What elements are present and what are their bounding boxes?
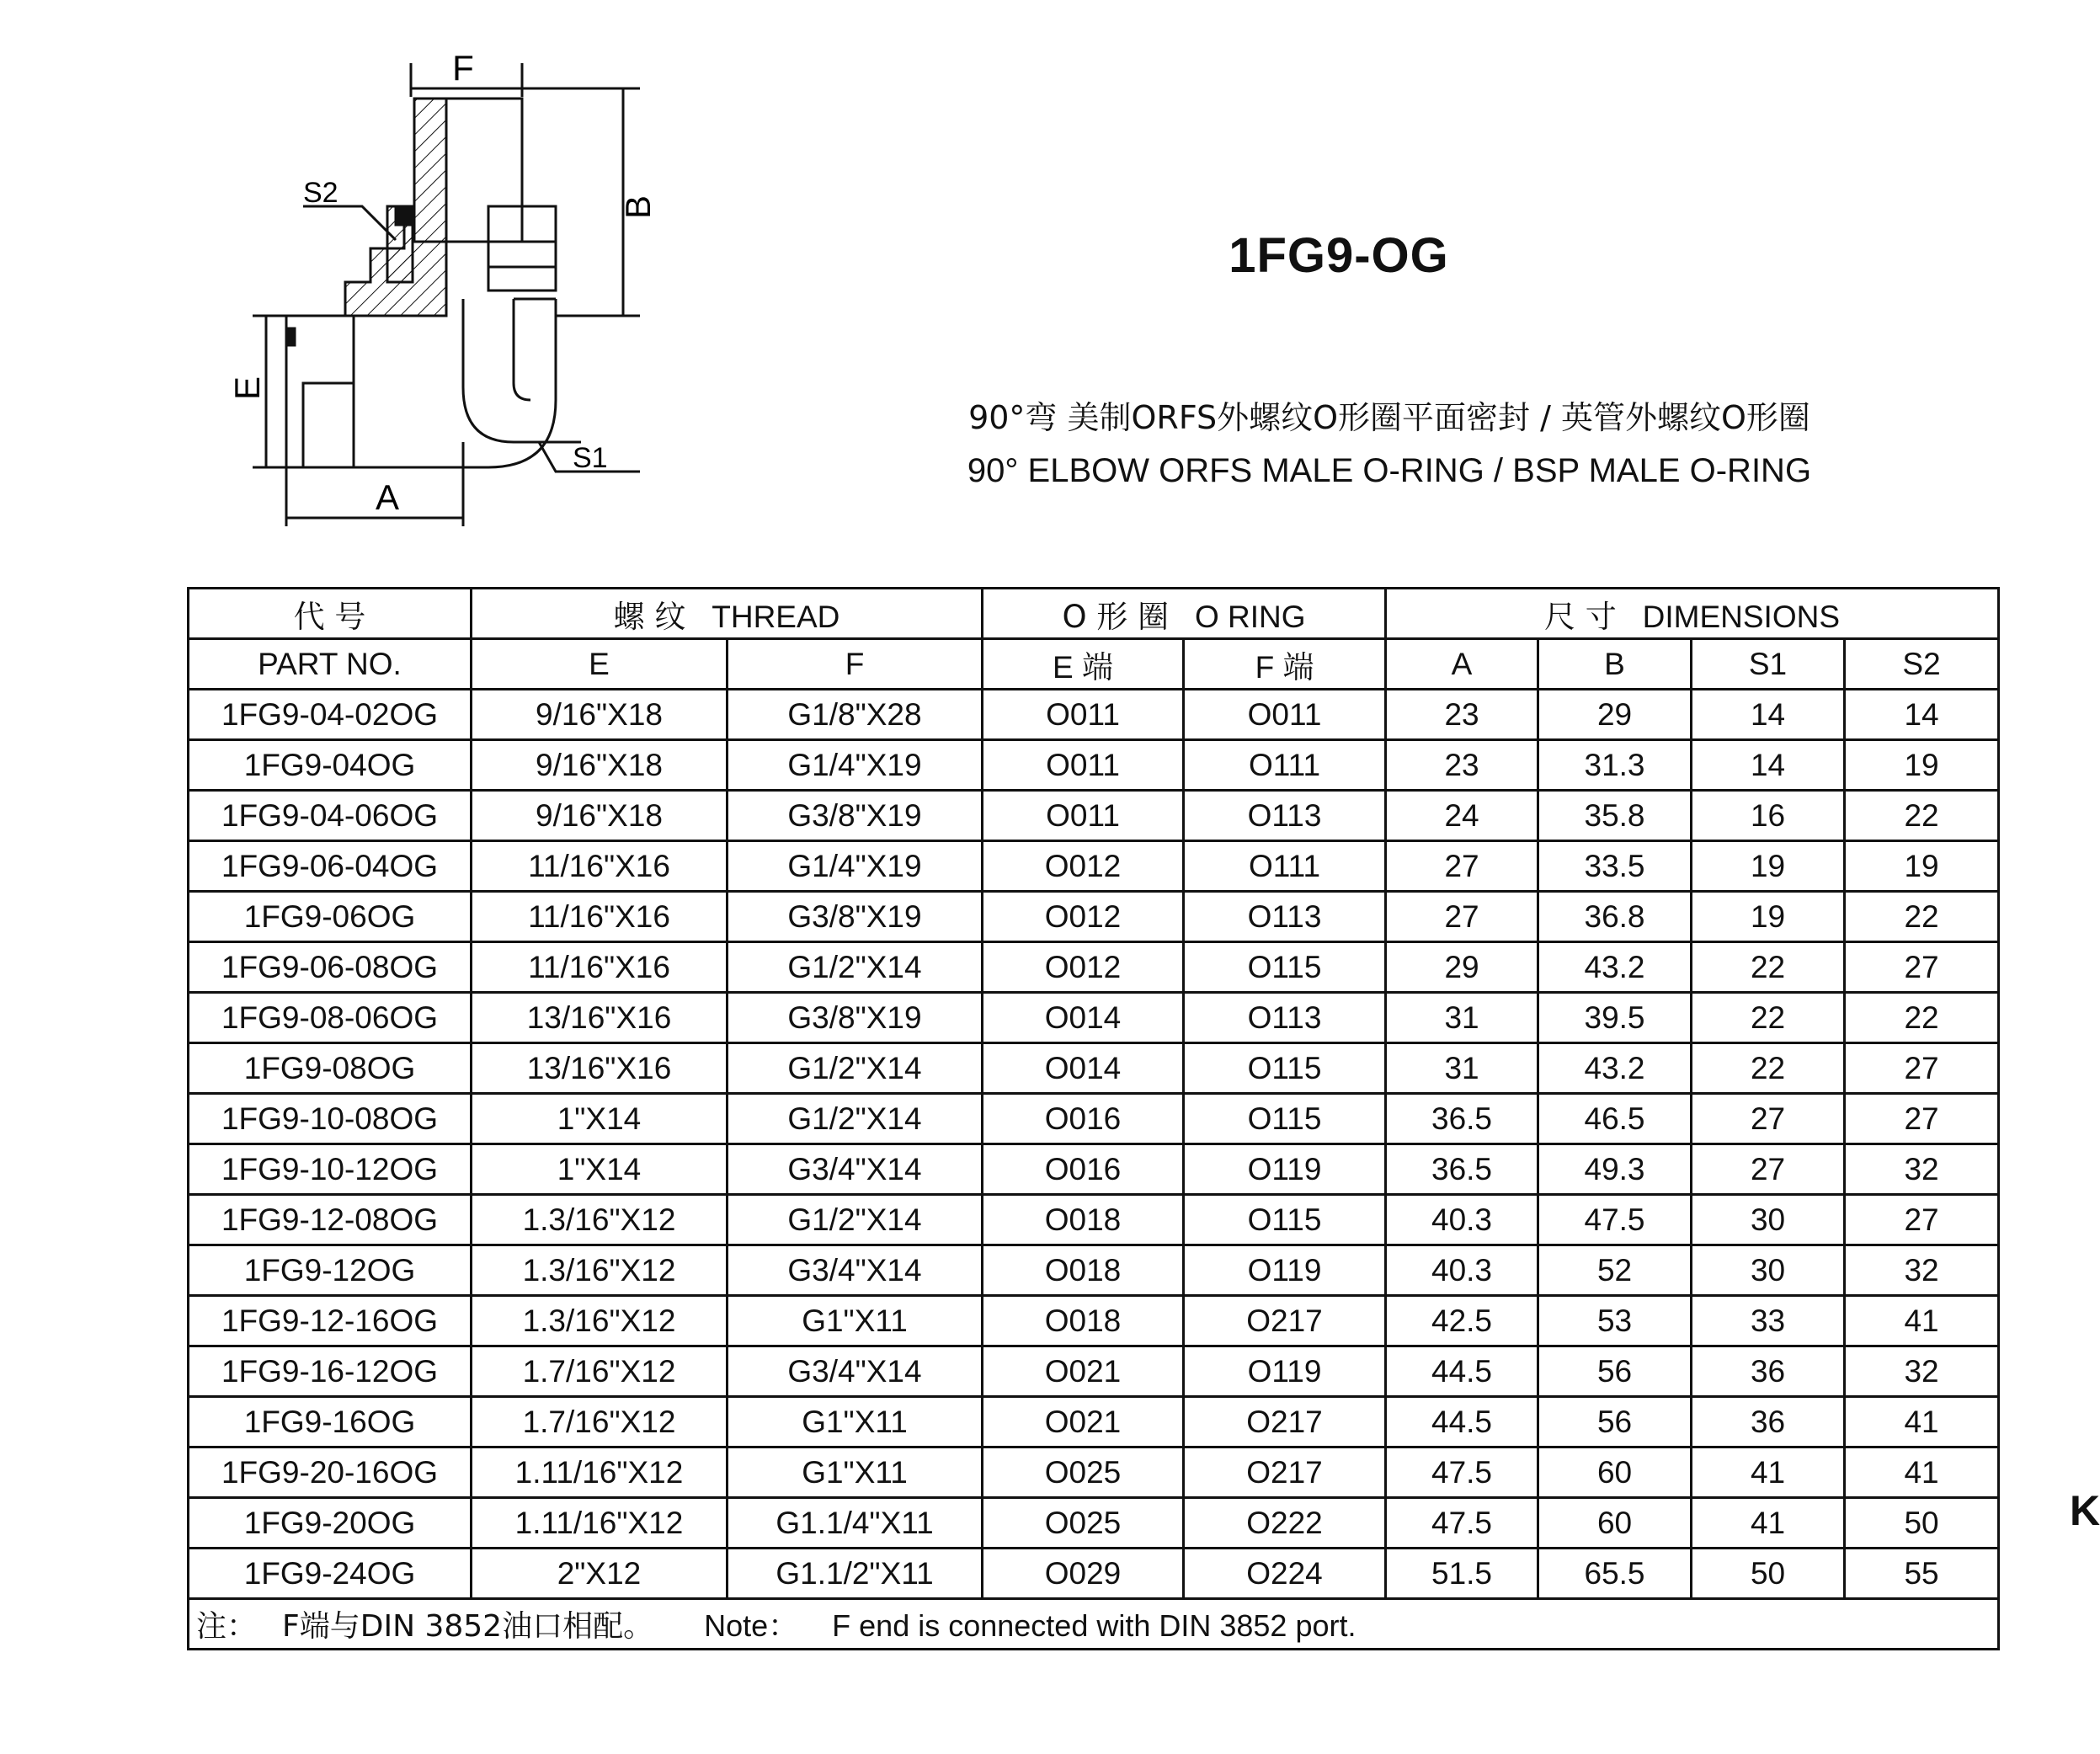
- table-cell: O012: [983, 892, 1184, 942]
- table-cell: O014: [983, 993, 1184, 1043]
- table-cell: 36.5: [1386, 1144, 1538, 1195]
- table-cell: O217: [1184, 1397, 1386, 1447]
- table-cell: 22: [1692, 942, 1845, 993]
- table-cell: O025: [983, 1447, 1184, 1498]
- table-cell: 65.5: [1538, 1549, 1692, 1599]
- table-cell: 31.3: [1538, 740, 1692, 791]
- note-cell: [189, 1599, 1999, 1650]
- note-label-cn: 注：: [196, 1609, 258, 1644]
- table-cell: 52: [1538, 1245, 1692, 1296]
- label-S1: S1: [573, 442, 608, 474]
- table-cell: 24: [1386, 791, 1538, 841]
- table-cell: 43.2: [1538, 942, 1692, 993]
- table-cell: 1"X14: [472, 1094, 728, 1144]
- table-cell: 31: [1386, 993, 1538, 1043]
- table-cell: O025: [983, 1498, 1184, 1549]
- note-text-en: F end is connected with DIN 3852 port.: [832, 1608, 1356, 1643]
- product-description-english: 90° ELBOW ORFS MALE O-RING / BSP MALE O-RING: [967, 452, 1812, 489]
- part-number-cell: 1FG9-04-02OG: [189, 690, 472, 740]
- table-cell: 32: [1845, 1245, 1999, 1296]
- header-oring: O 形 圈 O RING: [983, 589, 1386, 639]
- table-cell: 50: [1845, 1498, 1999, 1549]
- table-cell: 1.7/16"X12: [472, 1346, 728, 1397]
- table-cell: 44.5: [1386, 1346, 1538, 1397]
- table-cell: O016: [983, 1144, 1184, 1195]
- table-cell: 27: [1386, 841, 1538, 892]
- table-row: [189, 690, 1999, 740]
- table-cell: O111: [1184, 740, 1386, 791]
- table-cell: O012: [983, 841, 1184, 892]
- table-cell: G3/4"X14: [728, 1144, 983, 1195]
- table-cell: O119: [1184, 1245, 1386, 1296]
- table-cell: 27: [1845, 1094, 1999, 1144]
- table-cell: 19: [1692, 892, 1845, 942]
- table-cell: 2"X12: [472, 1549, 728, 1599]
- table-cell: 1.11/16"X12: [472, 1498, 728, 1549]
- table-cell: 36.8: [1538, 892, 1692, 942]
- table-cell: 56: [1538, 1397, 1692, 1447]
- table-cell: G3/8"X19: [728, 993, 983, 1043]
- table-cell: O018: [983, 1245, 1184, 1296]
- table-cell: 27: [1386, 892, 1538, 942]
- table-cell: 22: [1845, 892, 1999, 942]
- table-cell: 43.2: [1538, 1043, 1692, 1094]
- table-cell: 9/16"X18: [472, 740, 728, 791]
- table-cell: O018: [983, 1296, 1184, 1346]
- table-cell: G3/4"X14: [728, 1245, 983, 1296]
- table-cell: 23: [1386, 690, 1538, 740]
- label-B: B: [618, 195, 658, 219]
- table-cell: 22: [1692, 1043, 1845, 1094]
- table-cell: O113: [1184, 791, 1386, 841]
- table-cell: 56: [1538, 1346, 1692, 1397]
- header-dimensions: 尺 寸 DIMENSIONS: [1386, 589, 1999, 639]
- header-thread-F: F: [728, 639, 983, 690]
- table-cell: 40.3: [1386, 1195, 1538, 1245]
- table-cell: 41: [1692, 1447, 1845, 1498]
- header-row-sub: [189, 639, 1999, 690]
- table-cell: 55: [1845, 1549, 1999, 1599]
- table-cell: 32: [1845, 1346, 1999, 1397]
- table-cell: 33: [1692, 1296, 1845, 1346]
- table-cell: G1/4"X19: [728, 740, 983, 791]
- table-row: [189, 1043, 1999, 1094]
- header-thread-E: E: [472, 639, 728, 690]
- table-cell: 14: [1692, 690, 1845, 740]
- table-cell: O115: [1184, 1195, 1386, 1245]
- table-row: [189, 942, 1999, 993]
- table-cell: 11/16"X16: [472, 892, 728, 942]
- part-number-cell: 1FG9-06-08OG: [189, 942, 472, 993]
- table-cell: O029: [983, 1549, 1184, 1599]
- table-cell: 9/16"X18: [472, 690, 728, 740]
- table-row: [189, 1397, 1999, 1447]
- label-F: F: [452, 48, 474, 88]
- table-row: [189, 993, 1999, 1043]
- part-number-cell: 1FG9-12-16OG: [189, 1296, 472, 1346]
- part-number-cell: 1FG9-10-12OG: [189, 1144, 472, 1195]
- table-cell: 9/16"X18: [472, 791, 728, 841]
- table-cell: O011: [1184, 690, 1386, 740]
- table-cell: O115: [1184, 942, 1386, 993]
- table-cell: O016: [983, 1094, 1184, 1144]
- part-number-cell: 1FG9-08OG: [189, 1043, 472, 1094]
- product-title: 1FG9-OG: [1229, 228, 1449, 283]
- part-number-cell: 1FG9-16-12OG: [189, 1346, 472, 1397]
- table-cell: 35.8: [1538, 791, 1692, 841]
- table-cell: O111: [1184, 841, 1386, 892]
- note-row: [189, 1599, 1999, 1650]
- table-cell: 31: [1386, 1043, 1538, 1094]
- table-cell: 11/16"X16: [472, 841, 728, 892]
- product-description-chinese: 90°弯 美制ORFS外螺纹O形圈平面密封 / 英管外螺纹O形圈: [968, 399, 1810, 436]
- table-cell: 29: [1386, 942, 1538, 993]
- table-cell: 47.5: [1386, 1447, 1538, 1498]
- table-cell: G1/2"X14: [728, 1094, 983, 1144]
- table-cell: O224: [1184, 1549, 1386, 1599]
- part-number-cell: 1FG9-06-04OG: [189, 841, 472, 892]
- table-cell: 27: [1845, 1195, 1999, 1245]
- table-cell: O021: [983, 1346, 1184, 1397]
- table-cell: 42.5: [1386, 1296, 1538, 1346]
- table-row: [189, 1144, 1999, 1195]
- table-cell: 47.5: [1538, 1195, 1692, 1245]
- table-cell: 49.3: [1538, 1144, 1692, 1195]
- table-cell: O113: [1184, 892, 1386, 942]
- table-cell: 27: [1692, 1094, 1845, 1144]
- table-row: [189, 1195, 1999, 1245]
- table-cell: 30: [1692, 1195, 1845, 1245]
- part-number-cell: 1FG9-08-06OG: [189, 993, 472, 1043]
- table-cell: 22: [1845, 993, 1999, 1043]
- table-cell: 51.5: [1386, 1549, 1538, 1599]
- table-cell: O014: [983, 1043, 1184, 1094]
- part-number-cell: 1FG9-10-08OG: [189, 1094, 472, 1144]
- dimension-table: [187, 587, 2000, 1650]
- table-cell: O217: [1184, 1296, 1386, 1346]
- part-number-cell: 1FG9-06OG: [189, 892, 472, 942]
- label-A: A: [375, 477, 400, 517]
- header-oring-E-end: E 端: [983, 639, 1184, 690]
- table-cell: 32: [1845, 1144, 1999, 1195]
- table-cell: G1.1/2"X11: [728, 1549, 983, 1599]
- table-cell: 1.3/16"X12: [472, 1245, 728, 1296]
- table-cell: G3/8"X19: [728, 791, 983, 841]
- table-row: [189, 1549, 1999, 1599]
- header-row-group: [189, 589, 1999, 639]
- table-cell: G3/8"X19: [728, 892, 983, 942]
- table-cell: 1"X14: [472, 1144, 728, 1195]
- part-number-cell: 1FG9-12-08OG: [189, 1195, 472, 1245]
- table-cell: G1/4"X19: [728, 841, 983, 892]
- fitting-drawing: [227, 46, 674, 552]
- table-cell: 41: [1845, 1447, 1999, 1498]
- table-cell: 22: [1692, 993, 1845, 1043]
- table-cell: G1/2"X14: [728, 1195, 983, 1245]
- header-part-cn: 代 号: [189, 589, 472, 639]
- table-cell: 47.5: [1386, 1498, 1538, 1549]
- table-cell: G1.1/4"X11: [728, 1498, 983, 1549]
- part-number-cell: 1FG9-16OG: [189, 1397, 472, 1447]
- part-number-cell: 1FG9-12OG: [189, 1245, 472, 1296]
- table-cell: 23: [1386, 740, 1538, 791]
- table-cell: 27: [1845, 942, 1999, 993]
- table-row: [189, 892, 1999, 942]
- table-cell: 13/16"X16: [472, 993, 728, 1043]
- table-cell: O113: [1184, 993, 1386, 1043]
- table-cell: 19: [1845, 740, 1999, 791]
- table-cell: G1"X11: [728, 1296, 983, 1346]
- table-cell: 13/16"X16: [472, 1043, 728, 1094]
- table-cell: 19: [1845, 841, 1999, 892]
- table-cell: G1"X11: [728, 1397, 983, 1447]
- table-cell: O011: [983, 690, 1184, 740]
- edge-glyph: K: [2070, 1487, 2100, 1534]
- table-cell: 36: [1692, 1346, 1845, 1397]
- header-thread: 螺 纹 THREAD: [472, 589, 983, 639]
- note-label-en: Note：: [704, 1608, 799, 1643]
- table-row: [189, 740, 1999, 791]
- table-cell: O119: [1184, 1144, 1386, 1195]
- table-cell: 41: [1845, 1296, 1999, 1346]
- table-cell: 50: [1692, 1549, 1845, 1599]
- table-cell: G1/2"X14: [728, 942, 983, 993]
- table-cell: 1.3/16"X12: [472, 1296, 728, 1346]
- table-cell: O222: [1184, 1498, 1386, 1549]
- header-oring-F-end: F 端: [1184, 639, 1386, 690]
- table-cell: 29: [1538, 690, 1692, 740]
- part-number-cell: 1FG9-20-16OG: [189, 1447, 472, 1498]
- table-cell: 53: [1538, 1296, 1692, 1346]
- table-cell: 41: [1692, 1498, 1845, 1549]
- table-cell: 60: [1538, 1447, 1692, 1498]
- table-cell: 41: [1845, 1397, 1999, 1447]
- table-cell: O018: [983, 1195, 1184, 1245]
- table-cell: 11/16"X16: [472, 942, 728, 993]
- table-cell: 16: [1692, 791, 1845, 841]
- table-cell: 44.5: [1386, 1397, 1538, 1447]
- table-row: [189, 1346, 1999, 1397]
- label-E: E: [227, 376, 267, 400]
- header-part-en: PART NO.: [189, 639, 472, 690]
- label-S2: S2: [303, 177, 338, 209]
- table-cell: 19: [1692, 841, 1845, 892]
- table-cell: 30: [1692, 1245, 1845, 1296]
- part-number-cell: 1FG9-24OG: [189, 1549, 472, 1599]
- table-cell: G3/4"X14: [728, 1346, 983, 1397]
- table-cell: G1/8"X28: [728, 690, 983, 740]
- table-cell: G1/2"X14: [728, 1043, 983, 1094]
- table-cell: 60: [1538, 1498, 1692, 1549]
- header-dim-B: B: [1538, 639, 1692, 690]
- part-number-cell: 1FG9-04OG: [189, 740, 472, 791]
- table-cell: 14: [1692, 740, 1845, 791]
- table-cell: 36.5: [1386, 1094, 1538, 1144]
- table-cell: 39.5: [1538, 993, 1692, 1043]
- table-cell: 22: [1845, 791, 1999, 841]
- table-cell: 46.5: [1538, 1094, 1692, 1144]
- table-row: [189, 1094, 1999, 1144]
- header-dim-A: A: [1386, 639, 1538, 690]
- table-cell: 36: [1692, 1397, 1845, 1447]
- table-cell: O115: [1184, 1094, 1386, 1144]
- part-number-cell: 1FG9-04-06OG: [189, 791, 472, 841]
- header-dim-S2: S2: [1845, 639, 1999, 690]
- table-cell: 1.7/16"X12: [472, 1397, 728, 1447]
- table-cell: 27: [1845, 1043, 1999, 1094]
- table-cell: 1.11/16"X12: [472, 1447, 728, 1498]
- table-cell: 40.3: [1386, 1245, 1538, 1296]
- table-cell: O012: [983, 942, 1184, 993]
- table-row: [189, 1498, 1999, 1549]
- table-row: [189, 1447, 1999, 1498]
- table-cell: G1"X11: [728, 1447, 983, 1498]
- table-cell: O119: [1184, 1346, 1386, 1397]
- table-cell: O115: [1184, 1043, 1386, 1094]
- table-cell: O021: [983, 1397, 1184, 1447]
- table-cell: O011: [983, 740, 1184, 791]
- table-cell: O217: [1184, 1447, 1386, 1498]
- table-cell: 33.5: [1538, 841, 1692, 892]
- table-row: [189, 791, 1999, 841]
- table-cell: 1.3/16"X12: [472, 1195, 728, 1245]
- table-row: [189, 841, 1999, 892]
- table-row: [189, 1245, 1999, 1296]
- table-row: [189, 1296, 1999, 1346]
- table-cell: 27: [1692, 1144, 1845, 1195]
- table-cell: 14: [1845, 690, 1999, 740]
- table-cell: O011: [983, 791, 1184, 841]
- note-text-cn: F端与DIN 3852油口相配。: [282, 1609, 654, 1644]
- part-number-cell: 1FG9-20OG: [189, 1498, 472, 1549]
- header-dim-S1: S1: [1692, 639, 1845, 690]
